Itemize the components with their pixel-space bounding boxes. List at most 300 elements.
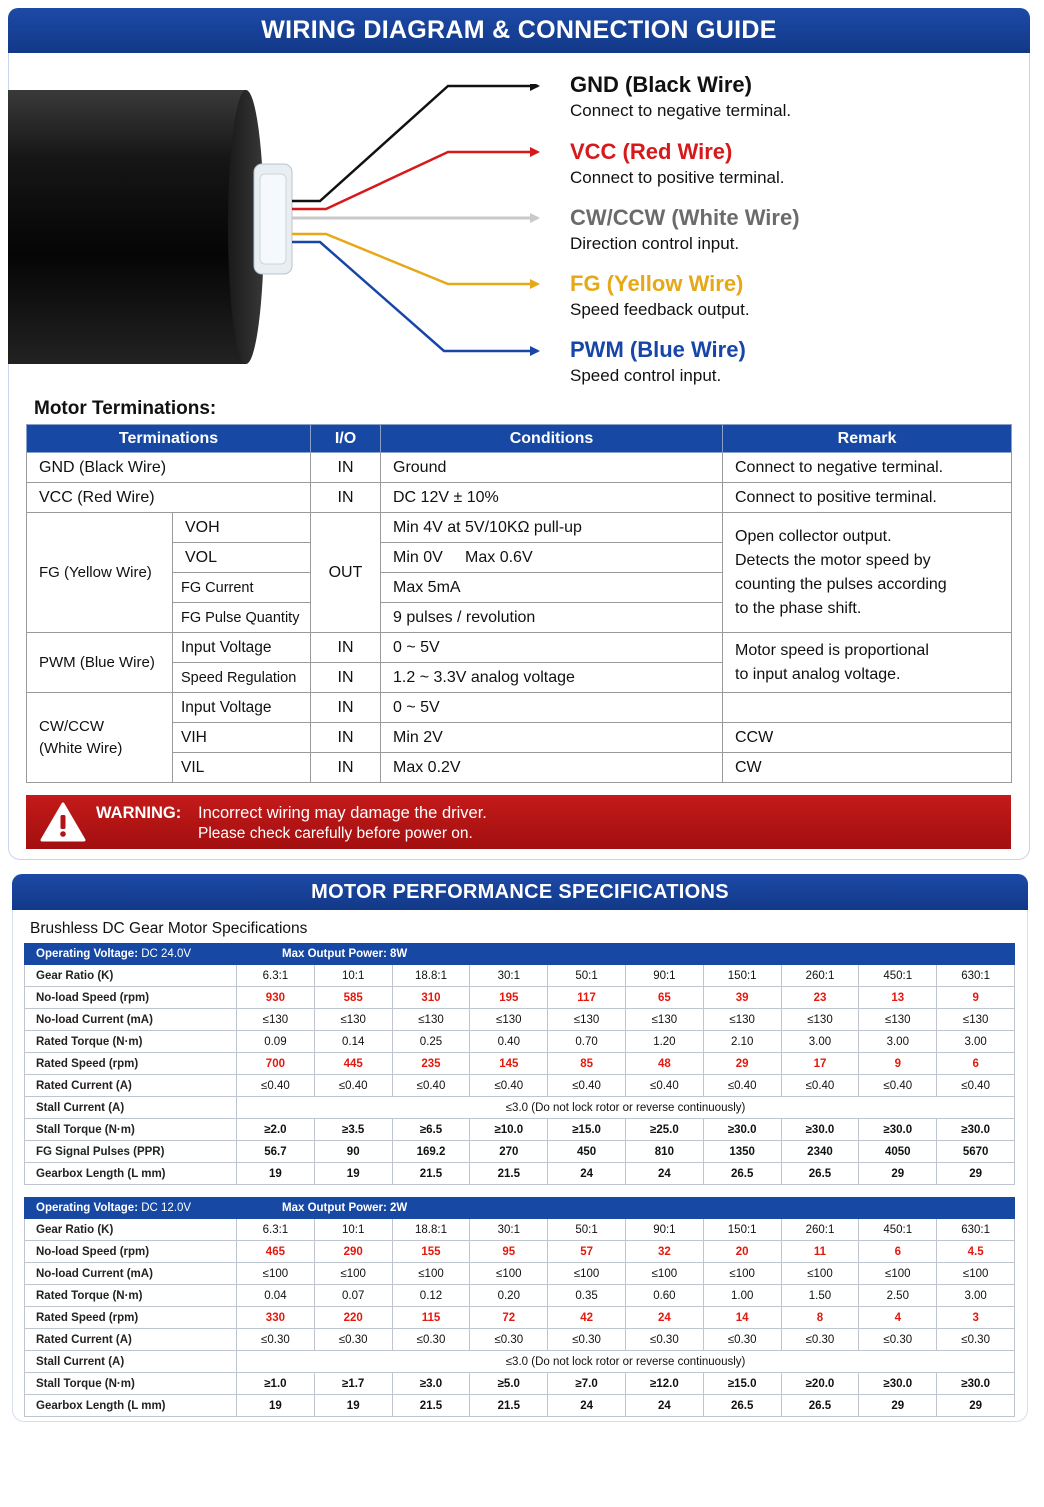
value-cell: 19 [237,1163,315,1185]
row-label: No-load Current (mA) [25,1263,237,1285]
value-cell: ≤0.40 [470,1075,548,1097]
value-cell: 1.00 [703,1285,781,1307]
io-cell: IN [311,633,381,663]
value-cell: ≥1.7 [314,1373,392,1395]
value-cell: 4.5 [937,1241,1015,1263]
value-cell: 26.5 [781,1395,859,1417]
value-cell: ≤100 [781,1263,859,1285]
gear-ratio-cell: 260:1 [781,1219,859,1241]
value-cell: 4 [859,1307,937,1329]
value-cell: ≤130 [237,1009,315,1031]
sub-cell: Input Voltage [173,693,311,723]
termination-name [27,693,173,783]
value-cell: ≤100 [703,1263,781,1285]
value-cell: ≥10.0 [470,1119,548,1141]
gear-ratio-cell: 18.8:1 [392,965,470,987]
value-cell: 0.70 [548,1031,626,1053]
specs-header: MOTOR PERFORMANCE SPECIFICATIONS [12,874,1028,910]
value-cell: 169.2 [392,1141,470,1163]
value-cell: ≥3.0 [392,1373,470,1395]
max-output-power: Max Output Power: 8W [237,944,1015,965]
value-cell: 0.20 [470,1285,548,1307]
gear-ratio-cell: 90:1 [625,965,703,987]
sub-cell: VIH [173,723,311,753]
wire-desc: Connect to negative terminal. [570,101,792,120]
value-cell: ≤0.30 [314,1329,392,1351]
value-cell: 0.04 [237,1285,315,1307]
value-cell: 24 [548,1395,626,1417]
value-cell: 2.50 [859,1285,937,1307]
terminations-heading: Motor Terminations: [34,398,217,419]
value-cell: ≤130 [937,1009,1015,1031]
table-row [25,1119,1015,1141]
value-cell: ≤100 [237,1263,315,1285]
value-cell: ≤0.30 [859,1329,937,1351]
value-cell: ≥15.0 [548,1119,626,1141]
value-cell: 32 [625,1241,703,1263]
value-cell: ≤0.30 [237,1329,315,1351]
remark-cell: Connect to positive terminal. [723,483,1012,513]
spec-table-12v [24,1197,1015,1417]
table-row [25,1031,1015,1053]
value-cell: ≤0.30 [703,1329,781,1351]
condition-cell: Max 5mA [381,573,723,603]
value-cell: 4050 [859,1141,937,1163]
table-row [25,1219,1015,1241]
value-cell: ≥30.0 [937,1373,1015,1395]
value-cell: 0.35 [548,1285,626,1307]
voltage-value: DC 12.0V [141,1202,192,1214]
voltage-value: DC 24.0V [141,948,192,960]
gear-ratio-cell: 150:1 [703,1219,781,1241]
gear-ratio-cell: 30:1 [470,1219,548,1241]
wire-desc: Connect to positive terminal. [570,168,785,187]
wire-label-gnd [570,72,791,122]
value-cell: 14 [703,1307,781,1329]
value-cell: ≤0.40 [625,1075,703,1097]
value-cell: 1.20 [625,1031,703,1053]
row-label: Gearbox Length (L mm) [25,1163,237,1185]
wire-title: VCC (Red Wire) [570,139,733,164]
value-cell: 29 [859,1395,937,1417]
gear-ratio-cell: 260:1 [781,965,859,987]
remark-line: to input analog voltage. [735,665,901,683]
table-row [25,1241,1015,1263]
value-cell: 3.00 [937,1031,1015,1053]
spec-table-24v [24,943,1015,1185]
row-label: Rated Torque (N·m) [25,1031,237,1053]
gear-ratio-cell: 10:1 [314,965,392,987]
warning-icon [40,802,86,842]
value-cell: 700 [237,1053,315,1075]
gear-ratio-cell: 18.8:1 [392,1219,470,1241]
value-cell: 155 [392,1241,470,1263]
row-label: No-load Speed (rpm) [25,987,237,1009]
value-cell: 65 [625,987,703,1009]
span-cell: ≤3.0 (Do not lock rotor or reverse continuously) [237,1097,1015,1119]
remark-cell [723,633,1012,693]
value-cell: 23 [781,987,859,1009]
value-cell: ≥7.0 [548,1373,626,1395]
value-cell: ≤0.30 [937,1329,1015,1351]
table-row [25,1097,1015,1119]
value-cell: 11 [781,1241,859,1263]
value-cell: 19 [237,1395,315,1417]
value-cell: ≤100 [548,1263,626,1285]
value-cell: ≥5.0 [470,1373,548,1395]
gear-ratio-cell: 50:1 [548,965,626,987]
value-cell: 330 [237,1307,315,1329]
value-cell: 24 [625,1163,703,1185]
remark-cell: CW [723,753,1012,783]
value-cell: 195 [470,987,548,1009]
value-cell: 5670 [937,1141,1015,1163]
value-cell: 95 [470,1241,548,1263]
sub-cell: FG Pulse Quantity [173,603,311,633]
value-cell: 21.5 [470,1395,548,1417]
value-cell: 24 [625,1395,703,1417]
remark-line: Detects the motor speed by [735,551,931,569]
row-label: FG Signal Pulses (PPR) [25,1141,237,1163]
value-cell: 26.5 [781,1163,859,1185]
wire-desc: Speed feedback output. [570,300,750,319]
value-cell: 21.5 [392,1163,470,1185]
value-cell: 0.09 [237,1031,315,1053]
gear-ratio-cell: 630:1 [937,965,1015,987]
condition-cell: Min 4V at 5V/10KΩ pull-up [381,513,723,543]
value-cell: ≤100 [859,1263,937,1285]
termination-name-line: CW/CCW [39,717,104,735]
wire-title: GND (Black Wire) [570,72,752,97]
voltage-label: Operating Voltage: [36,1202,139,1214]
value-cell: 29 [937,1395,1015,1417]
value-cell: 235 [392,1053,470,1075]
table-row [27,483,1012,513]
value-cell: ≤130 [859,1009,937,1031]
io-cell: OUT [311,513,381,633]
value-cell: 39 [703,987,781,1009]
termination-name: GND (Black Wire) [27,453,311,483]
table-row [25,987,1015,1009]
value-cell: ≤0.40 [937,1075,1015,1097]
value-cell: 21.5 [392,1395,470,1417]
io-cell: IN [311,663,381,693]
voltage-label: Operating Voltage: [36,948,139,960]
table-row [27,513,1012,543]
value-cell: ≥6.5 [392,1119,470,1141]
wire-fg [292,234,538,284]
sub-cell: FG Current [173,573,311,603]
value-cell: ≤0.30 [392,1329,470,1351]
wiring-header: WIRING DIAGRAM & CONNECTION GUIDE [8,8,1030,53]
operating-voltage [25,1198,237,1219]
column-header: Conditions [381,425,723,453]
value-cell: ≥25.0 [625,1119,703,1141]
wire-pwm [292,242,538,351]
value-cell: ≤100 [314,1263,392,1285]
warning-title: WARNING: [96,804,182,822]
value-cell: ≤0.30 [470,1329,548,1351]
value-cell: ≥15.0 [703,1373,781,1395]
value-cell: 115 [392,1307,470,1329]
column-header: Terminations [27,425,311,453]
motor-illustration [8,84,568,374]
value-cell: 3.00 [781,1031,859,1053]
table-row [27,453,1012,483]
spec-header-row [25,944,1015,965]
value-cell: ≤100 [625,1263,703,1285]
value-cell: 6 [859,1241,937,1263]
table-row [25,1351,1015,1373]
row-label: Rated Current (A) [25,1329,237,1351]
value-cell: ≤0.30 [548,1329,626,1351]
row-label: No-load Speed (rpm) [25,1241,237,1263]
condition-cell: Ground [381,453,723,483]
column-header: Remark [723,425,1012,453]
value-cell: ≤100 [470,1263,548,1285]
wire-label-cw [570,205,800,255]
value-cell: 0.60 [625,1285,703,1307]
table-row [25,1329,1015,1351]
value-cell: 450 [548,1141,626,1163]
value-cell: 26.5 [703,1395,781,1417]
io-cell: IN [311,483,381,513]
value-cell: 2340 [781,1141,859,1163]
io-cell: IN [311,693,381,723]
value-cell: 117 [548,987,626,1009]
value-cell: 19 [314,1163,392,1185]
termination-name: VCC (Red Wire) [27,483,311,513]
value-cell: 19 [314,1395,392,1417]
value-cell: 9 [937,987,1015,1009]
sub-cell: Input Voltage [173,633,311,663]
gear-ratio-cell: 6.3:1 [237,1219,315,1241]
table-row [25,1263,1015,1285]
gear-ratio-cell: 50:1 [548,1219,626,1241]
value-cell: 6 [937,1053,1015,1075]
io-cell: IN [311,453,381,483]
table-row [25,1285,1015,1307]
table-row [25,1373,1015,1395]
value-cell: 0.40 [470,1031,548,1053]
value-cell: 0.12 [392,1285,470,1307]
remark-cell: Connect to negative terminal. [723,453,1012,483]
value-cell: ≤0.30 [781,1329,859,1351]
row-label: Gear Ratio (K) [25,965,237,987]
table-row [25,965,1015,987]
value-cell: 20 [703,1241,781,1263]
value-cell: ≥30.0 [937,1119,1015,1141]
value-cell: ≤130 [703,1009,781,1031]
max-output-power: Max Output Power: 2W [237,1198,1015,1219]
gear-ratio-cell: 30:1 [470,965,548,987]
sub-cell: Speed Regulation [173,663,311,693]
condition-cell: Min 2V [381,723,723,753]
spec-header-row [25,1198,1015,1219]
value-cell: 270 [470,1141,548,1163]
value-cell: ≤130 [625,1009,703,1031]
value-cell: 930 [237,987,315,1009]
value-cell: 3 [937,1307,1015,1329]
row-label: Rated Torque (N·m) [25,1285,237,1307]
value-cell: ≥30.0 [781,1119,859,1141]
value-cell: ≥30.0 [859,1119,937,1141]
value-cell: ≤130 [548,1009,626,1031]
wire-desc: Speed control input. [570,366,722,385]
termination-name: FG (Yellow Wire) [27,513,173,633]
remark-line: counting the pulses according [735,575,947,593]
value-cell: 85 [548,1053,626,1075]
value-cell: 220 [314,1307,392,1329]
value-cell: 13 [859,987,937,1009]
value-cell: ≤0.40 [314,1075,392,1097]
remark-line: Motor speed is proportional [735,641,929,659]
value-cell: 21.5 [470,1163,548,1185]
value-cell: ≤0.40 [703,1075,781,1097]
wire-desc: Direction control input. [570,234,740,253]
wire-title: CW/CCW (White Wire) [570,205,800,230]
row-label: Stall Torque (N·m) [25,1119,237,1141]
value-cell: ≤0.40 [548,1075,626,1097]
specs-title: Brushless DC Gear Motor Specifications [30,920,308,937]
wire-label-fg [570,271,750,321]
wire-title: FG (Yellow Wire) [570,271,744,296]
value-cell: ≥30.0 [859,1373,937,1395]
value-cell: 56.7 [237,1141,315,1163]
terminations-table [26,424,1012,783]
table-row [25,1163,1015,1185]
operating-voltage [25,944,237,965]
table-row [25,1307,1015,1329]
value-cell: 24 [548,1163,626,1185]
value-cell: 2.10 [703,1031,781,1053]
condition-cell: Max 0.2V [381,753,723,783]
table-row [25,1053,1015,1075]
value-cell: 48 [625,1053,703,1075]
value-cell: ≥12.0 [625,1373,703,1395]
value-cell: 9 [859,1053,937,1075]
value-cell: 29 [859,1163,937,1185]
value-cell: 0.14 [314,1031,392,1053]
value-cell: 3.00 [859,1031,937,1053]
value-cell: 0.07 [314,1285,392,1307]
row-label: Gear Ratio (K) [25,1219,237,1241]
value-cell: ≤0.40 [392,1075,470,1097]
value-cell: 8 [781,1307,859,1329]
gear-ratio-cell: 6.3:1 [237,965,315,987]
gear-ratio-cell: 630:1 [937,1219,1015,1241]
sub-cell: VIL [173,753,311,783]
warning-banner [26,795,1011,849]
value-cell: 90 [314,1141,392,1163]
condition-cell: 0 ~ 5V [381,693,723,723]
table-row [27,723,1012,753]
condition-cell: 1.2 ~ 3.3V analog voltage [381,663,723,693]
row-label: No-load Current (mA) [25,1009,237,1031]
value-cell: ≤130 [392,1009,470,1031]
gear-ratio-cell: 90:1 [625,1219,703,1241]
remark-cell [723,693,1012,723]
wire-title: PWM (Blue Wire) [570,337,746,362]
gear-ratio-cell: 450:1 [859,965,937,987]
gear-ratio-cell: 150:1 [703,965,781,987]
table-row [27,633,1012,663]
remark-cell [723,513,1012,633]
value-cell: ≤130 [314,1009,392,1031]
value-cell: ≥2.0 [237,1119,315,1141]
io-cell: IN [311,723,381,753]
value-cell: 29 [937,1163,1015,1185]
condition-cell: Min 0V Max 0.6V [381,543,723,573]
value-cell: ≥1.0 [237,1373,315,1395]
value-cell: 810 [625,1141,703,1163]
condition-cell: 9 pulses / revolution [381,603,723,633]
remark-line: Open collector output. [735,527,892,545]
table-header-row [27,425,1012,453]
wire-gnd [292,86,538,201]
value-cell: 310 [392,987,470,1009]
row-label: Rated Speed (rpm) [25,1053,237,1075]
value-cell: 0.25 [392,1031,470,1053]
value-cell: 3.00 [937,1285,1015,1307]
value-cell: ≥20.0 [781,1373,859,1395]
wire-label-pwm [570,337,746,387]
value-cell: ≤130 [781,1009,859,1031]
value-cell: ≤130 [470,1009,548,1031]
row-label: Stall Torque (N·m) [25,1373,237,1395]
value-cell: 57 [548,1241,626,1263]
value-cell: 17 [781,1053,859,1075]
io-cell: IN [311,753,381,783]
value-cell: ≤0.30 [625,1329,703,1351]
span-cell: ≤3.0 (Do not lock rotor or reverse continuously) [237,1351,1015,1373]
value-cell: ≤0.40 [781,1075,859,1097]
table-row [25,1075,1015,1097]
sub-cell: VOH [173,513,311,543]
row-label: Rated Speed (rpm) [25,1307,237,1329]
remark-cell: CCW [723,723,1012,753]
termination-name-line: (White Wire) [39,739,123,757]
value-cell: 24 [625,1307,703,1329]
gear-ratio-cell: 450:1 [859,1219,937,1241]
row-label: Gearbox Length (L mm) [25,1395,237,1417]
column-header: I/O [311,425,381,453]
remark-line: to the phase shift. [735,599,862,617]
value-cell: 145 [470,1053,548,1075]
value-cell: 465 [237,1241,315,1263]
value-cell: ≤100 [937,1263,1015,1285]
row-label: Rated Current (A) [25,1075,237,1097]
table-row [25,1395,1015,1417]
motor-body [8,90,246,364]
value-cell: ≤100 [392,1263,470,1285]
condition-cell: 0 ~ 5V [381,633,723,663]
value-cell: 26.5 [703,1163,781,1185]
sub-cell: VOL [173,543,311,573]
row-label: Stall Current (A) [25,1097,237,1119]
table-row [27,753,1012,783]
termination-name: PWM (Blue Wire) [27,633,173,693]
warning-text: Incorrect wiring may damage the driver. [198,804,487,822]
value-cell: 445 [314,1053,392,1075]
warning-text: Please check carefully before power on. [198,825,473,842]
value-cell: 290 [314,1241,392,1263]
table-row [27,693,1012,723]
value-cell: 42 [548,1307,626,1329]
value-cell: 1.50 [781,1285,859,1307]
value-cell: 1350 [703,1141,781,1163]
value-cell: 29 [703,1053,781,1075]
